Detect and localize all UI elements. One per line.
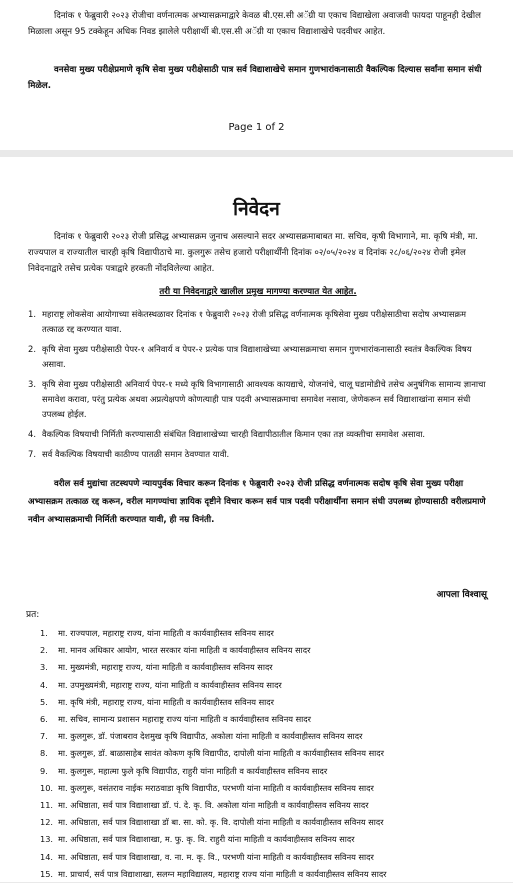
copy-recipient: 15. मा. प्राचार्य, सर्व पात्र विद्याशाखा, सलग्न महाविद्यालय, महाराष्ट्र राज्य यांना माहिती व कार्यवाहीस्तव सविनय सादर <box>40 868 387 879</box>
copy-recipient: 11. मा. अधिष्ठाता, सर्व पात्र विद्याशाखा डॉ. पं. दे. कृ. वि. अकोला यांना माहिती व कार्यवाहीस्तव सविनय सादर <box>40 800 369 811</box>
copy-recipient: 2. मा. मानव अधिकार आयोग, भारत सरकार यांना माहिती व कार्यवाहीस्तव सविनय सादर <box>40 645 311 656</box>
copy-recipient: 9. मा. कुलगुरू, महात्मा फुले कृषि विद्यापीठ, राहुरी यांना माहिती व कार्यवाहीस्तव सविनय सादर <box>40 765 328 776</box>
demands-list <box>28 307 488 467</box>
copy-recipient: 10. मा. कुलगुरू, वसंतराव नाईक मराठवाडा कृषि विद्यापीठ, परभणी यांना माहिती व कार्यवाहीस्तव सविनय सादर <box>40 782 374 793</box>
demands-heading: तरी या निवेदनाद्वारे खालील प्रमुख मागण्या करण्यात येत आहेत. <box>159 287 357 297</box>
page-number: Page 1 of 2 <box>228 122 285 133</box>
page-separator <box>0 150 513 157</box>
copy-recipient: 3. मा. मुख्यमंत्री, महाराष्ट्र राज्य, यांना माहिती व कार्यवाहीस्तव सविनय सादर <box>40 662 273 673</box>
copy-recipient: 5. मा. कृषि मंत्री, महाराष्ट्र राज्य, यांना माहिती व कार्यवाहीस्तव सविनय सादर <box>40 696 274 707</box>
copy-recipient: 6. मा. सचिव, सामान्य प्रशासन महाराष्ट्र राज्य यांना माहिती व कार्यवाहीस्तव सविनय सादर <box>40 714 311 725</box>
page1-paragraph-1: दिनांक १ फेब्रुवारी २०२३ रोजीचा वर्णनात्मक अभ्यासक्रमाद्वारे केवळ बी.एस.सी अॅग्री या एकाच विद्याखेला अवाजवी फायदा पाहूनही देखील मिळाला असून 95 टक्केहून अधिक निवड झालेले परीक्षार्थी बी.एस.सी अॅग्री या एकाच विद्याशाखेचे पदवीधर आहेत. <box>28 11 481 37</box>
copies-label: प्रत: <box>26 610 40 620</box>
page1-paragraph-2: वनसेवा मुख्य परीक्षेप्रमाणे कृषि सेवा मुख्य परीक्षेसाठी पात्र सर्व विद्याशाखेचे समान गुणभारांकनासाठी वैकल्पिक दिल्यास सर्वांना समान संधी मिळेल. <box>28 65 482 91</box>
copy-recipient: 8. मा. कुलगुरू, डॉ. बाळासाहेब सावंत कोकण कृषि विद्यापीठ, दापोली यांना माहिती व कार्यवाहीस्तव सविनय सादर <box>40 748 384 759</box>
copy-recipient: 4. मा. उपमुख्यमंत्री, महाराष्ट्र राज्य, यांना माहिती व कार्यवाहीस्तव सविनय सादर <box>40 679 282 690</box>
copy-recipient: 1. मा. राज्यपाल, महाराष्ट्र राज्य, यांना माहिती व कार्यवाहीस्तव सविनय सादर <box>40 628 274 638</box>
copy-recipient: 7. मा. कुलगुरू, डॉ. पंजाबराव देशमुख कृषि विद्यापीठ, अकोला यांना माहिती व कार्यवाहीस्तव सविनय सादर <box>40 731 363 742</box>
demand-item: 4. वैकल्पिक विषयाची निर्मिती करण्यासाठी संबंधित विद्याशाखेच्या चारही विद्यापीठातील किमान एका तज्ञ व्यक्तीचा समावेश असावा. <box>28 429 426 439</box>
demand-item: 7. सर्व वैकल्पिक विषयाची काठीण्य पातळी समान ठेवण्यात यावी. <box>28 449 230 459</box>
copy-recipient: 14. मा. अधिष्ठाता, सर्व पात्र विद्याशाखा, व. ना. म. कृ. वि., परभणी यांना माहिती व कार्यवाहीस्तव सविनय सादर <box>40 851 374 862</box>
intro-paragraph: दिनांक १ फेब्रुवारी २०२३ रोजी प्रसिद्ध अभ्यासक्रम जुनाच असल्याने सदर अभ्यासक्रमाबाबत मा. सचिव, कृषी विभागाने, मा. कृषि मंत्री, मा. राज्यपाल व राज्यातील चारही कृषि विद्यापीठाचे मा. कुलगुरू तसेच हजारो परीक्षार्थींनी दिनांक ०२/०५/२०२४ व दिनांक २८/०६/२०२४ रोजी इमेल निवेदनाद्वारे तसेच प्रत्येक पत्राद्वारे हरकती नोंदविलेल्या आहेत. <box>28 232 478 274</box>
document-page-1 <box>0 0 513 150</box>
copy-recipient: 13. मा. अधिष्ठाता, सर्व पात्र विद्याशाखा, म. फु. कृ. वि. राहुरी यांना माहिती व कार्यवाहीस्तव सविनय सादर <box>40 834 355 845</box>
copy-recipient: 12. मा. अधिष्ठाता, सर्व पात्र विद्याशाखा डॉ बा. सा. को. कृ. वि. दापोली यांना माहिती व कार्यवाहीस्तव सविनय सादर <box>40 817 384 828</box>
demand-item: 2. कृषि सेवा मुख्य परीक्षेसाठी पेपर-१ अनिवार्य व पेपर-२ प्रत्येक पात्र विद्याशाखेच्या अभ्यासक्रमाचा समान गुणभारांकनासाठी स्वतंत्र वैकल्पिक विषय असावा. <box>28 344 472 369</box>
document-page-2 <box>0 157 513 882</box>
copies-list <box>40 625 490 883</box>
signoff: आपला विश्वासू <box>436 590 487 600</box>
demand-item: 1. महाराष्ट्र लोकसेवा आयोगाच्या संकेतस्थळावर दिनांक १ फेब्रुवारी २०२३ रोजी प्रसिद्ध वर्णनात्मक कृषिसेवा मुख्य परीक्षेसाठीचा सदोष अभ्यासक्रम तत्काळ रद्द करण्यात यावा. <box>28 309 466 334</box>
document-title: निवेदन <box>233 198 280 220</box>
closing-paragraph: वरील सर्व मुद्यांचा तटस्थपणे न्यायपुर्वक विचार करून दिनांक १ फेब्रुवारी २०२३ रोजी प्रसिद्ध वर्णनात्मक सदोष कृषि सेवा मुख्य परीक्षा अभ्यासक्रम तत्काळ रद्द करून, वरील मागण्यांचा ज्ञायिक दृष्टीने विचार करून सर्व पात्र पदवी परीक्षार्थींना समान संधी उपलब्ध होण्यासाठी वरीलप्रमाणे नवीन अभ्यासक्रमाची निर्मिती करण्यात यावी, ही नम्र विनंती. <box>28 479 486 525</box>
demand-item: 3. कृषि सेवा मुख्य परीक्षेसाठी अनिवार्य पेपर-१ मध्ये कृषि विभागासाठी आवश्यक कायद्याचे, योजनांचे, चालू घडामोडीचे तसेच अनुषंगिक सामान्य ज्ञानाचा समावेश करावा, परंतु प्रत्येक अथवा अप्रत्येक्षपणे कोणत्याही पात्र पदवी अभ्यासक्रमाचा समावेश नसावा, जेणेकरून सर्व विद्याशाखांना समान संधी उपलब्ध होईल. <box>28 379 486 419</box>
